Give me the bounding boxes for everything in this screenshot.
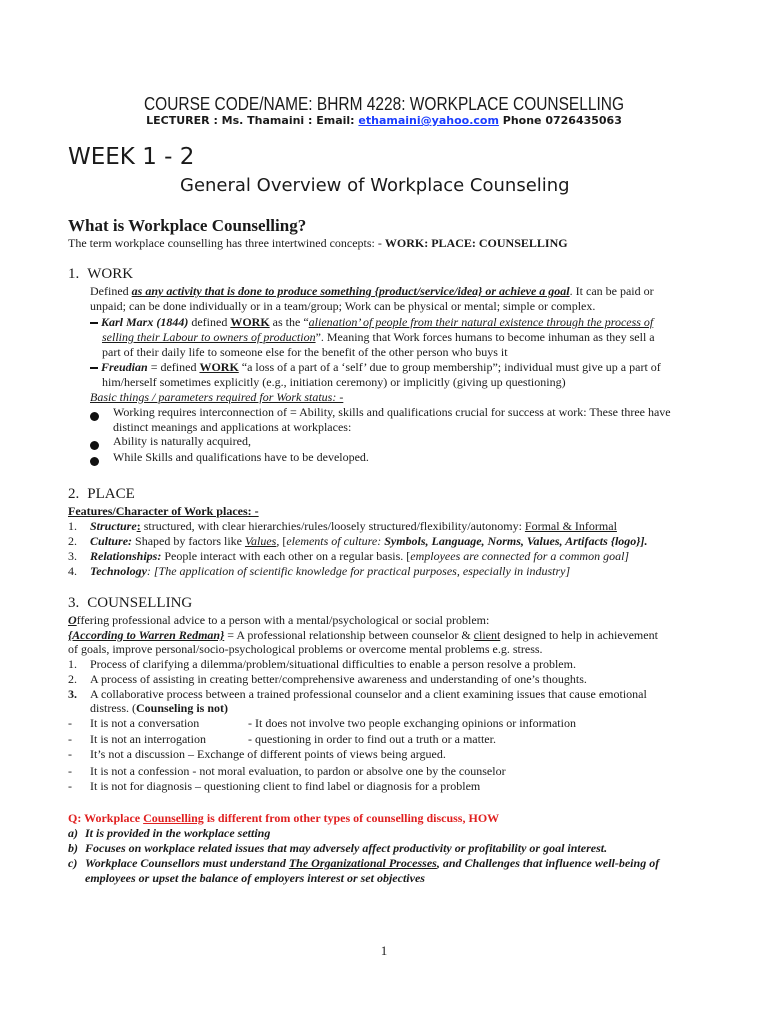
overview-title: General Overview of Workplace Counseling [180, 175, 570, 196]
work-bullet-1-cont: distinct meanings and applications at workplaces: [113, 420, 352, 434]
not-item-2: - It is not an interrogation - questioning in order to find out a truth or a matter. [68, 732, 496, 746]
counselling-heading: 3. COUNSELLING [68, 595, 193, 611]
not-item-1: - It is not a conversation - It does not involve two people exchanging opinions or information [68, 716, 576, 730]
place-item-2: 2. Culture: Shaped by factors like Values, [elements of culture: Symbols, Language, Norms, Values, Artifacts {logo}]. [68, 534, 648, 548]
lecturer-line [0, 114, 768, 127]
place-heading: 2. PLACE [68, 486, 135, 502]
dash-bullet [90, 322, 98, 324]
work-heading: 1. WORK [68, 266, 134, 282]
counselling-def: Offering professional advice to a person with a mental/psychological or social problem: [68, 613, 490, 627]
work-definition: Defined as any activity that is done to produce something {product/service/idea} or achieve a goal. It can be paid or [90, 284, 654, 298]
redman-line: {According to Warren Redman} = A professional relationship between counselor & client designed to help in achievement [68, 628, 658, 642]
course-title: COURSE CODE/NAME: BHRM 4228: WORKPLACE COUNSELLING [144, 94, 624, 114]
dash-bullet [90, 367, 98, 369]
not-item-3: - It’s not a discussion – Exchange of different points of views being argued. [68, 747, 446, 761]
answer-c-cont: employees or upset the balance of employers interest or set objectives [85, 871, 425, 885]
place-item-4: 4. Technology: [The application of scientific knowledge for practical purposes, especially in industry] [68, 564, 571, 578]
freud-line: Freudian = defined WORK “a loss of a part of a ‘self’ due to group membership”; individual must give up a part of [90, 360, 661, 375]
counselling-item-1: 1. Process of clarifying a dilemma/problem/situational difficulties to enable a person resolve a problem. [68, 657, 576, 671]
answer-b: b) Focuses on workplace related issues that may adversely affect productivity or profitability or goal interest. [68, 841, 608, 855]
freud-line-2: him/herself sometimes explicitly (e.g., initiation ceremony) or implicitly (giving up questioning) [102, 375, 566, 389]
work-bullet-2: Ability is naturally acquired, [113, 434, 251, 448]
section-heading-what: What is Workplace Counselling? [68, 216, 307, 235]
counselling-item-3-cont: distress. (Counseling is not) [90, 701, 229, 715]
phone-text: Phone 0726435063 [498, 114, 622, 127]
bullet-dot [90, 408, 99, 426]
place-item-3: 3. Relationships: People interact with each other on a regular basis. [employees are connected for a common goal] [68, 549, 630, 563]
place-item-1: 1. Structure: structured, with clear hierarchies/rules/loosely structured/flexibility/autonomy: Formal & Informal [68, 519, 617, 533]
lecturer-label: LECTURER : Ms. Thamaini : Email: [146, 114, 359, 127]
counselling-item-2: 2. A process of assisting in creating better/comprehensive awareness and understanding of one’s thoughts. [68, 672, 587, 686]
question-line: Q: Workplace Counselling is different from other types of counselling discuss, HOW [68, 811, 500, 825]
marx-line-3: part of their daily life to someone else for the benefit of the other person who buys it [102, 345, 508, 359]
redman-line-2: of goals, improve personal/socio-psychological problems or overcome mental problems e.g. stress. [68, 642, 543, 656]
basic-params: Basic things / parameters required for Work status: - [90, 390, 344, 404]
work-definition-cont: unpaid; can be done individually or in a team/group; Work can be physical or mental; simple or complex. [90, 299, 596, 313]
answer-a: a) It is provided in the workplace setting [68, 826, 271, 840]
counselling-item-3: 3. A collaborative process between a trained professional counselor and a client examining issues that cause emotional [68, 687, 647, 701]
marx-line-2: selling their Labour to owners of production”. Meaning that Work forces humans to become inhuman as they sell a [102, 330, 655, 344]
work-bullet-3: While Skills and qualifications have to be developed. [113, 450, 369, 464]
week-title: WEEK 1 - 2 [68, 144, 195, 170]
answer-c: c) Workplace Counsellors must understand The Organizational Processes, and Challenges that influence well-being of [68, 856, 660, 870]
page-number: 1 [380, 943, 388, 958]
not-item-5: - It is not for diagnosis – questioning client to find label or diagnosis for a problem [68, 779, 481, 793]
bullet-dot [90, 453, 99, 471]
work-bullet-1: Working requires interconnection of = Ability, skills and qualifications crucial for success at work: These three have [113, 405, 671, 419]
email-link[interactable]: ethamaini@yahoo.com [358, 114, 499, 127]
place-features: Features/Character of Work places: - [68, 504, 259, 518]
marx-line: Karl Marx (1844) defined WORK as the “alienation’ of people from their natural existence through the process of [90, 315, 653, 330]
intro-text: The term workplace counselling has three intertwined concepts: - WORK: PLACE: COUNSELLING [68, 236, 568, 250]
not-item-4: - It is not a confession - not moral evaluation, to pardon or absolve one by the counselor [68, 764, 506, 778]
